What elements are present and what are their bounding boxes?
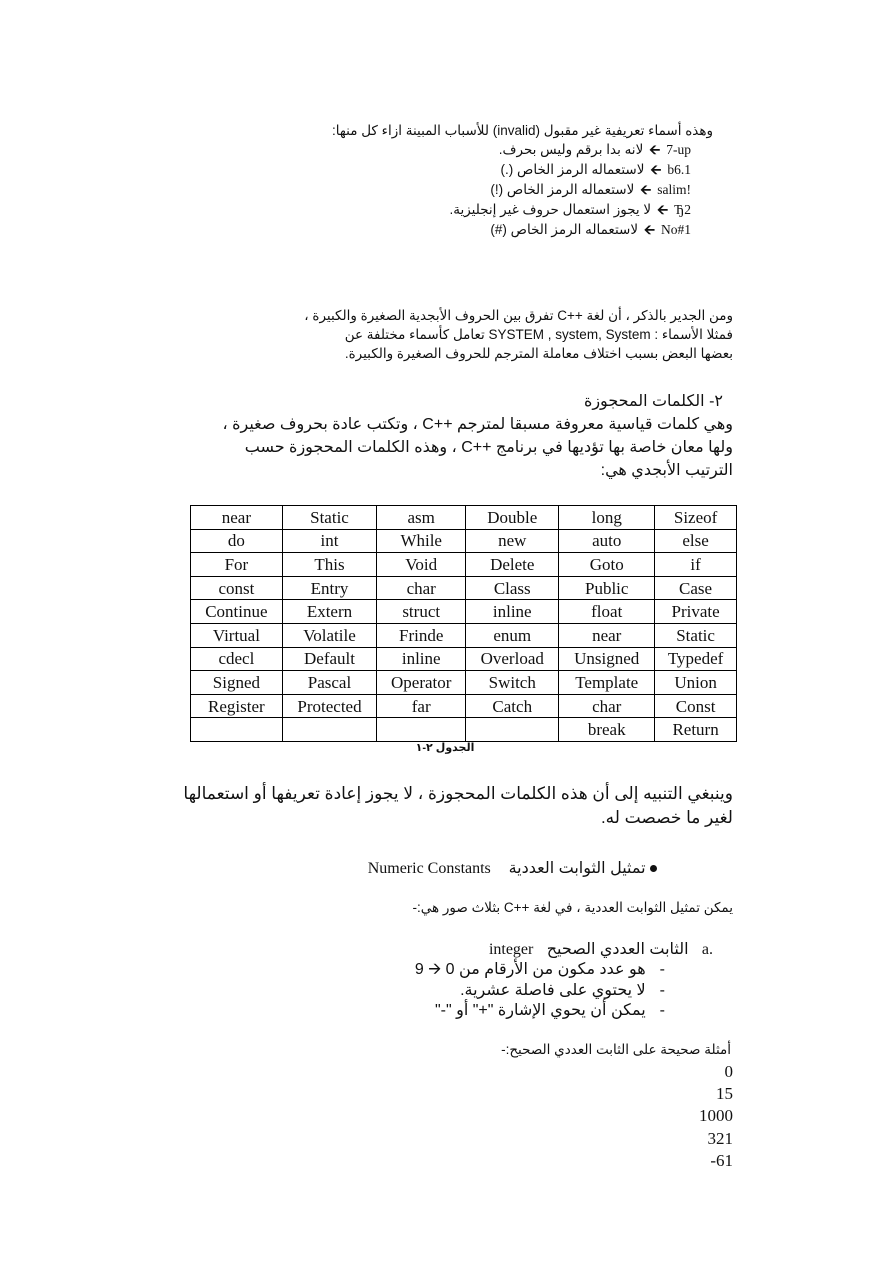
case-note-line: ومن الجدير بالذكر ، أن لغة ++C تفرق بين الحروف الأبجدية الصغيرة والكبيرة ،: [304, 308, 733, 323]
table-cell: far: [377, 694, 466, 718]
table-cell: [282, 718, 376, 742]
table-cell: Catch: [466, 694, 559, 718]
table-cell: if: [655, 553, 737, 577]
invalid-identifier-row: [332, 140, 691, 160]
warning-line: وينبغي التنبيه إلى أن هذه الكلمات المحجوزة ، لا يجوز إعادة تعريفها أو استعمالها: [183, 784, 733, 803]
table-cell: Frinde: [377, 623, 466, 647]
table-cell: Void: [377, 553, 466, 577]
table-row: [191, 576, 737, 600]
bullet-icon: [650, 865, 657, 872]
table-cell: [466, 718, 559, 742]
table-cell: Continue: [191, 600, 283, 624]
invalid-identifier-row: [332, 200, 691, 220]
identifier-name: 7-up: [666, 142, 691, 157]
table-cell: Typedef: [655, 647, 737, 671]
table-cell: [377, 718, 466, 742]
warning-line: لغير ما خصصت له.: [600, 808, 733, 827]
invalid-identifiers-block: [332, 121, 713, 240]
table-cell: Switch: [466, 671, 559, 695]
table-cell: char: [559, 694, 655, 718]
table-cell: auto: [559, 529, 655, 553]
table-cell: Entry: [282, 576, 376, 600]
table-cell: Default: [282, 647, 376, 671]
examples-heading-text: أمثلة صحيحة على الثابت العددي الصحيح:-: [501, 1042, 731, 1057]
table-cell: Static: [655, 623, 737, 647]
keywords-table-body: [191, 506, 737, 742]
identifier-reason: لاستعماله الرمز الخاص (!): [490, 182, 635, 197]
identifier-name: b6.1: [667, 162, 691, 177]
table-cell: Return: [655, 718, 737, 742]
dash-marker: -: [659, 981, 665, 999]
integer-heading-label: a.: [701, 941, 713, 958]
table-cell: Register: [191, 694, 283, 718]
arrow-left-icon: 🡨: [640, 182, 652, 198]
table-cell: Operator: [377, 671, 466, 695]
numeric-heading-arabic: تمثيل الثوابت العددية: [508, 860, 646, 877]
table-row: [191, 694, 737, 718]
table-cell: This: [282, 553, 376, 577]
section-title: ٢- الكلمات المحجوزة: [583, 393, 723, 410]
table-cell: enum: [466, 623, 559, 647]
table-cell: struct: [377, 600, 466, 624]
table-cell: Public: [559, 576, 655, 600]
case-note-line: فمثلا الأسماء : SYSTEM , system, System تعامل كأسماء مختلفة عن: [344, 327, 733, 342]
identifier-reason: لاستعماله الرمز الخاص (.): [500, 162, 645, 177]
table-cell: new: [466, 529, 559, 553]
table-cell: do: [191, 529, 283, 553]
section-paragraph-line: وهي كلمات قياسية معروفة مسبقا لمترجم ++C ، وتكتب عادة بحروف صغيرة ،: [222, 416, 733, 433]
table-row: [191, 647, 737, 671]
table-cell: Delete: [466, 553, 559, 577]
table-cell: Union: [655, 671, 737, 695]
section-paragraph-line: ولها معان خاصة بها تؤديها في برنامج ++C ، وهذه الكلمات المحجوزة حسب: [244, 439, 733, 456]
table-cell: near: [191, 506, 283, 530]
table-row: [191, 600, 737, 624]
table-cell: else: [655, 529, 737, 553]
arrow-left-icon: 🡨: [650, 162, 662, 178]
integer-point: [415, 981, 665, 1002]
example-value: 0: [724, 1062, 733, 1081]
table-cell: Goto: [559, 553, 655, 577]
table-row: [191, 506, 737, 530]
intro-text: وهذه أسماء تعريفية غير مقبول (invalid) للأسباب المبينة ازاء كل منها:: [332, 123, 713, 138]
table-cell: break: [559, 718, 655, 742]
invalid-identifier-row: [332, 160, 691, 180]
table-cell: Private: [655, 600, 737, 624]
example-value: 321: [707, 1128, 733, 1148]
identifier-reason: لاستعماله الرمز الخاص (#): [490, 222, 639, 237]
arrow-left-icon: 🡨: [644, 222, 655, 238]
table-cell: Case: [655, 576, 737, 600]
arrow-left-icon: 🡨: [657, 202, 669, 218]
table-cell: Signed: [191, 671, 283, 695]
reserved-words-section: [223, 390, 733, 482]
table-row: [191, 553, 737, 577]
identifier-name: Ђ2: [674, 202, 691, 217]
table-cell: Pascal: [282, 671, 376, 695]
table-cell: long: [559, 506, 655, 530]
table-cell: inline: [466, 600, 559, 624]
dash-marker: -: [659, 961, 665, 978]
table-cell: [191, 718, 283, 742]
integer-heading-english: integer: [488, 941, 534, 958]
arrow-left-icon: 🡨: [649, 142, 661, 158]
table-row: [191, 718, 737, 742]
table-cell: char: [377, 576, 466, 600]
example-value: 15: [716, 1084, 733, 1104]
integer-point-text: هو عدد مكون من الأرقام من 0 🡪 9: [414, 961, 646, 978]
numeric-intro-text: يمكن تمثيل الثوابت العددية ، في لغة ++C بثلاث صور هي:-: [412, 900, 733, 915]
dash-marker: -: [659, 1002, 665, 1019]
table-cell: Double: [466, 506, 559, 530]
table-row: [191, 671, 737, 695]
table-cell: Class: [466, 576, 559, 600]
numeric-constants-heading: [368, 857, 667, 880]
identifier-name: No#1: [661, 222, 691, 237]
case-note-paragraph: [304, 306, 733, 363]
table-row: [191, 529, 737, 553]
numeric-heading-english: Numeric Constants: [367, 860, 491, 877]
invalid-identifier-row: [332, 180, 691, 200]
table-cell: const: [191, 576, 283, 600]
table-cell: Extern: [282, 600, 376, 624]
table-cell: cdecl: [191, 647, 283, 671]
integer-point-text: لا يحتوي على فاصلة عشرية.: [460, 981, 646, 999]
invalid-identifier-list: [332, 140, 691, 240]
examples-heading: [501, 1040, 731, 1059]
table-cell: int: [282, 529, 376, 553]
example-value: -61: [710, 1150, 733, 1170]
integer-examples-list: [699, 1061, 733, 1172]
integer-point: [415, 960, 665, 981]
table-cell: Template: [559, 671, 655, 695]
table-cell: Static: [282, 506, 376, 530]
warning-paragraph: [183, 782, 733, 830]
table-cell: asm: [377, 506, 466, 530]
table-cell: Unsigned: [559, 647, 655, 671]
invalid-identifier-row: [332, 220, 691, 240]
identifier-reason: لا يجوز استعمال حروف غير إنجليزية.: [449, 202, 652, 217]
table-cell: Virtual: [191, 623, 283, 647]
table-caption: الجدول ٢-١: [415, 742, 475, 754]
table-cell: Protected: [282, 694, 376, 718]
table-cell: float: [559, 600, 655, 624]
integer-point: [415, 1001, 665, 1022]
table-cell: near: [559, 623, 655, 647]
example-value: 1000: [699, 1106, 733, 1126]
table-cell: For: [191, 553, 283, 577]
reserved-keywords-table: [190, 505, 737, 742]
table-cell: While: [377, 529, 466, 553]
identifier-reason: لانه بدا برقم وليس بحرف.: [498, 142, 644, 157]
table-cell: Overload: [466, 647, 559, 671]
integer-points-list: [415, 960, 665, 1022]
integer-heading-arabic: الثابت العددي الصحيح: [546, 941, 689, 958]
table-cell: Sizeof: [655, 506, 737, 530]
case-note-line: بعضها البعض بسبب اختلاف معاملة المترجم للحروف الصغيرة والكبيرة.: [344, 346, 733, 361]
integer-point-text: يمكن أن يحوي الإشارة "+" أو "-": [434, 1002, 646, 1019]
identifier-name: salim!: [657, 182, 691, 197]
numeric-intro: [413, 898, 734, 917]
table-row: [191, 623, 737, 647]
integer-heading: [489, 938, 713, 961]
table-cell: Const: [655, 694, 737, 718]
table-cell: Volatile: [282, 623, 376, 647]
table-cell: inline: [377, 647, 466, 671]
section-paragraph-line: الترتيب الأبجدي هي:: [600, 462, 733, 479]
